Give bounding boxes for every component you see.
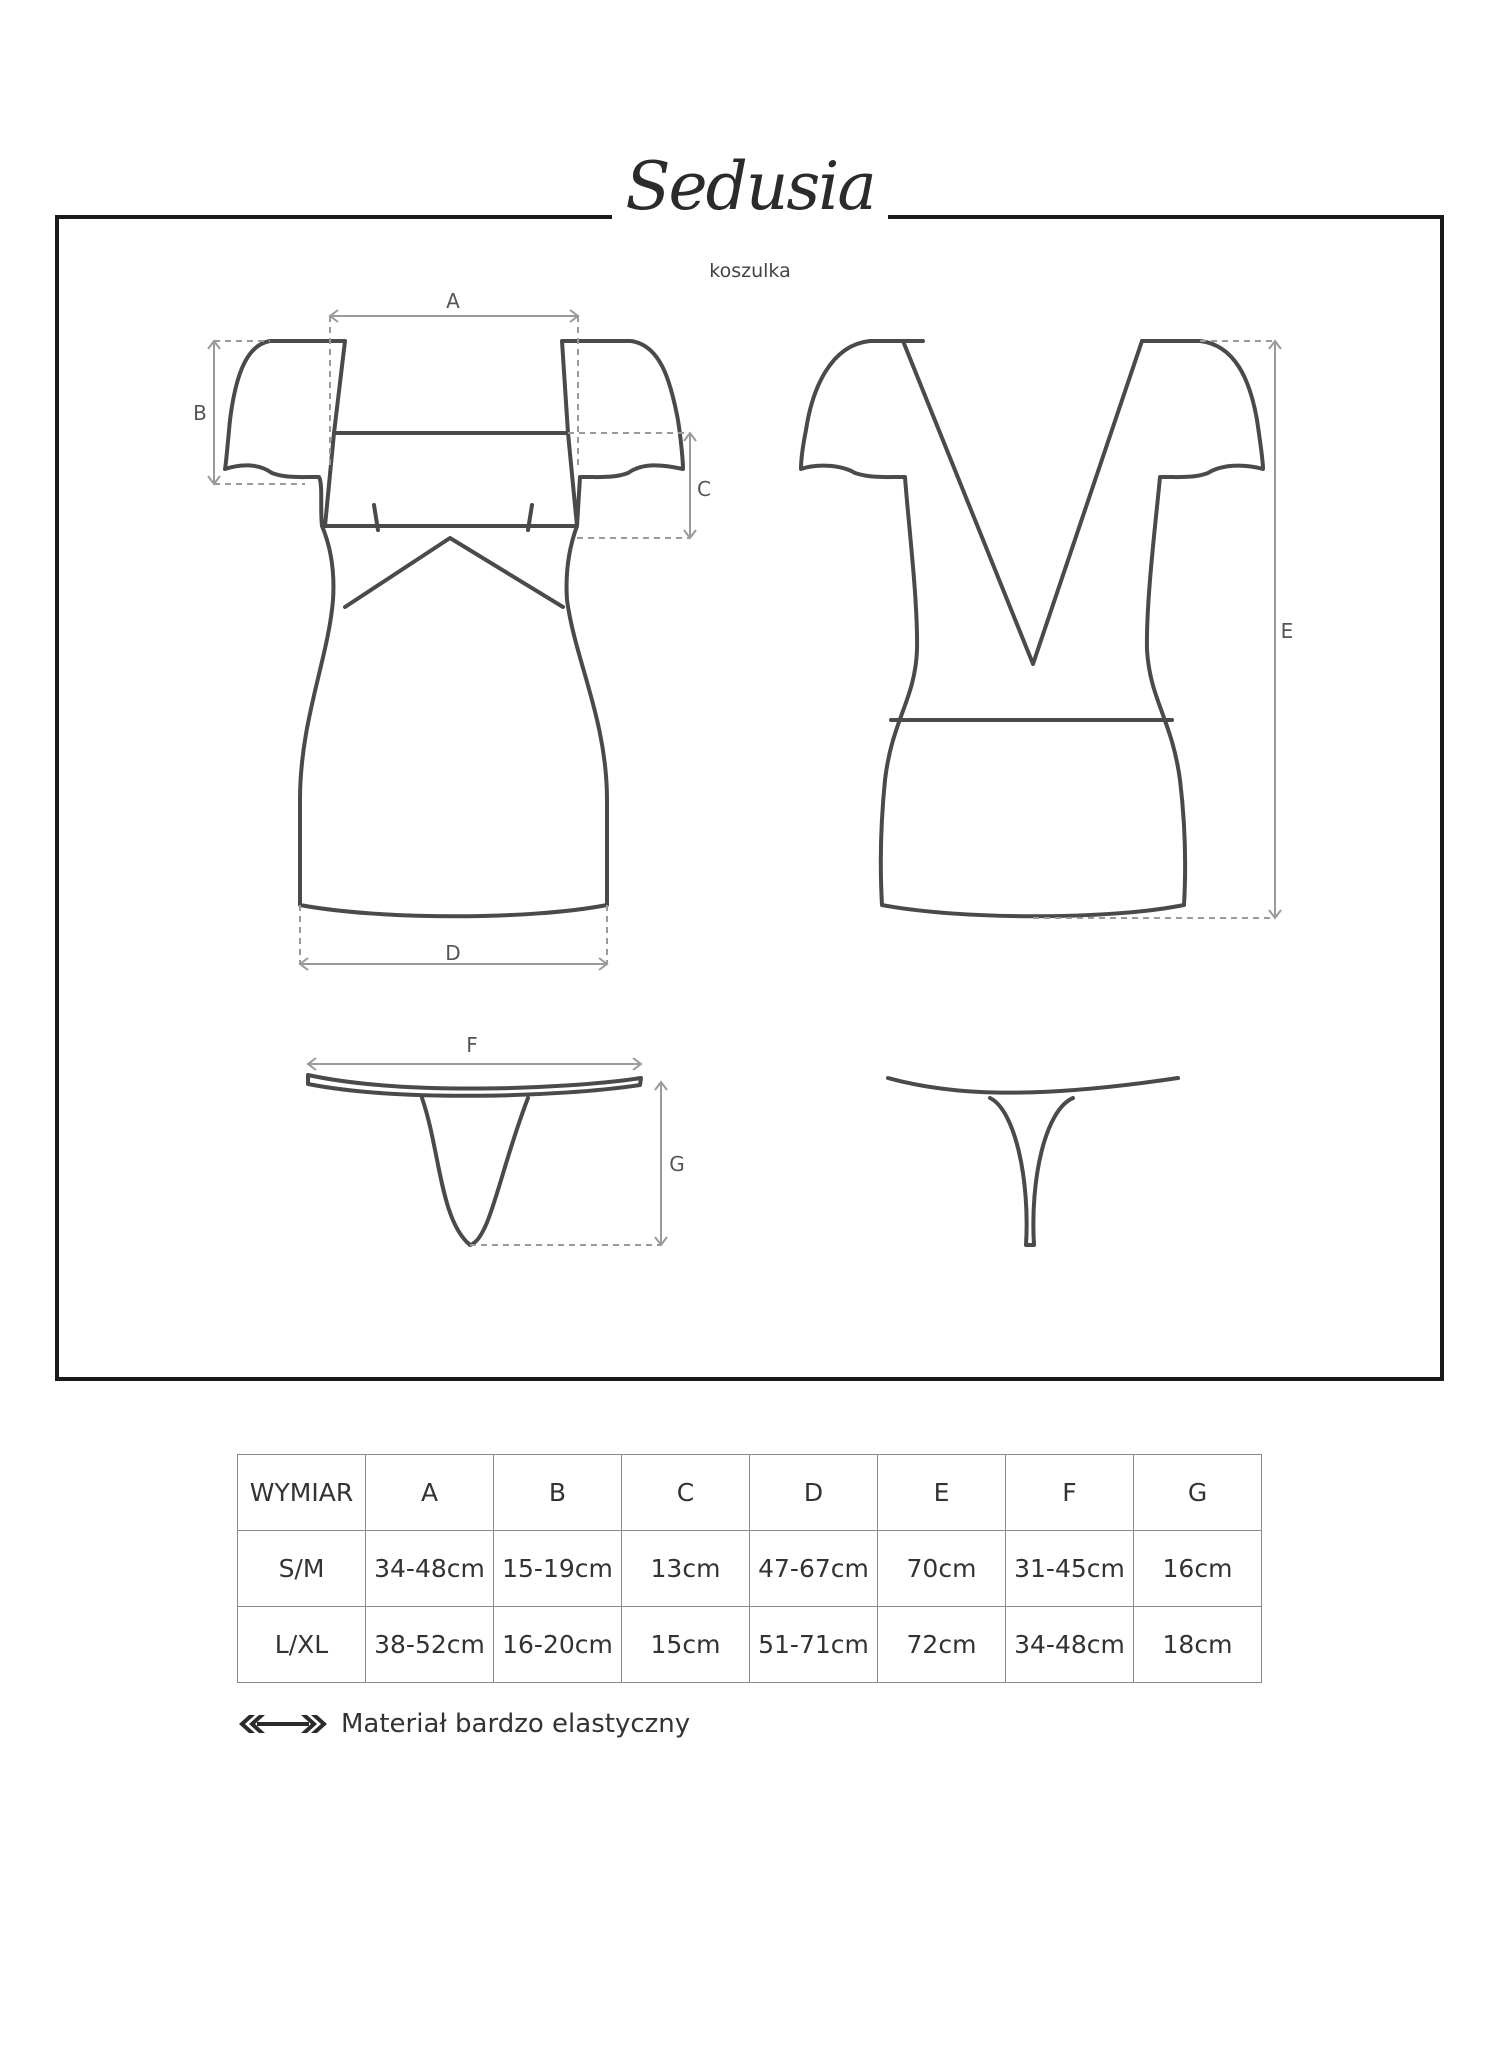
dim-label-f: F <box>466 1033 478 1057</box>
table-cell: 15cm <box>622 1607 750 1683</box>
table-header-cell: D <box>750 1455 878 1531</box>
dimension-lines <box>208 310 1281 1245</box>
table-cell: 34-48cm <box>366 1531 494 1607</box>
brand-logo: Sedusia <box>625 148 875 225</box>
table-cell: 34-48cm <box>1006 1607 1134 1683</box>
elastic-note-text: Materiał bardzo elastyczny <box>341 1709 691 1739</box>
table-header-row <box>238 1455 1262 1531</box>
table-cell: 13cm <box>622 1531 750 1607</box>
dim-label-a: A <box>446 289 460 313</box>
dim-label-c: C <box>697 477 711 501</box>
table-header-cell: WYMIAR <box>238 1455 366 1531</box>
table-header-cell: B <box>494 1455 622 1531</box>
stretch-arrows-icon <box>237 1712 329 1736</box>
table-cell: 15-19cm <box>494 1531 622 1607</box>
dim-label-b: B <box>193 401 207 425</box>
table-cell: 38-52cm <box>366 1607 494 1683</box>
table-row <box>238 1607 1262 1683</box>
table-row <box>238 1531 1262 1607</box>
table-cell: 16-20cm <box>494 1607 622 1683</box>
table-header-cell: F <box>1006 1455 1134 1531</box>
dim-label-d: D <box>445 941 461 965</box>
table-cell: 51-71cm <box>750 1607 878 1683</box>
size-table <box>237 1454 1262 1683</box>
dim-label-g: G <box>669 1152 685 1176</box>
table-header-cell: E <box>878 1455 1006 1531</box>
table-cell: 18cm <box>1134 1607 1262 1683</box>
table-cell: 70cm <box>878 1531 1006 1607</box>
table-header-cell: G <box>1134 1455 1262 1531</box>
table-cell: 16cm <box>1134 1531 1262 1607</box>
product-subtitle: koszulka <box>709 260 791 282</box>
thong-back <box>888 1078 1178 1245</box>
table-header-cell: C <box>622 1455 750 1531</box>
table-cell: 47-67cm <box>750 1531 878 1607</box>
dim-label-e: E <box>1280 619 1294 643</box>
table-cell: 31-45cm <box>1006 1531 1134 1607</box>
table-header-cell: A <box>366 1455 494 1531</box>
table-cell: S/M <box>238 1531 366 1607</box>
table-cell: 72cm <box>878 1607 1006 1683</box>
thong-front <box>308 1075 641 1245</box>
table-cell: L/XL <box>238 1607 366 1683</box>
elastic-note <box>237 1706 690 1742</box>
dress-front <box>225 341 683 916</box>
dress-back <box>801 341 1263 916</box>
